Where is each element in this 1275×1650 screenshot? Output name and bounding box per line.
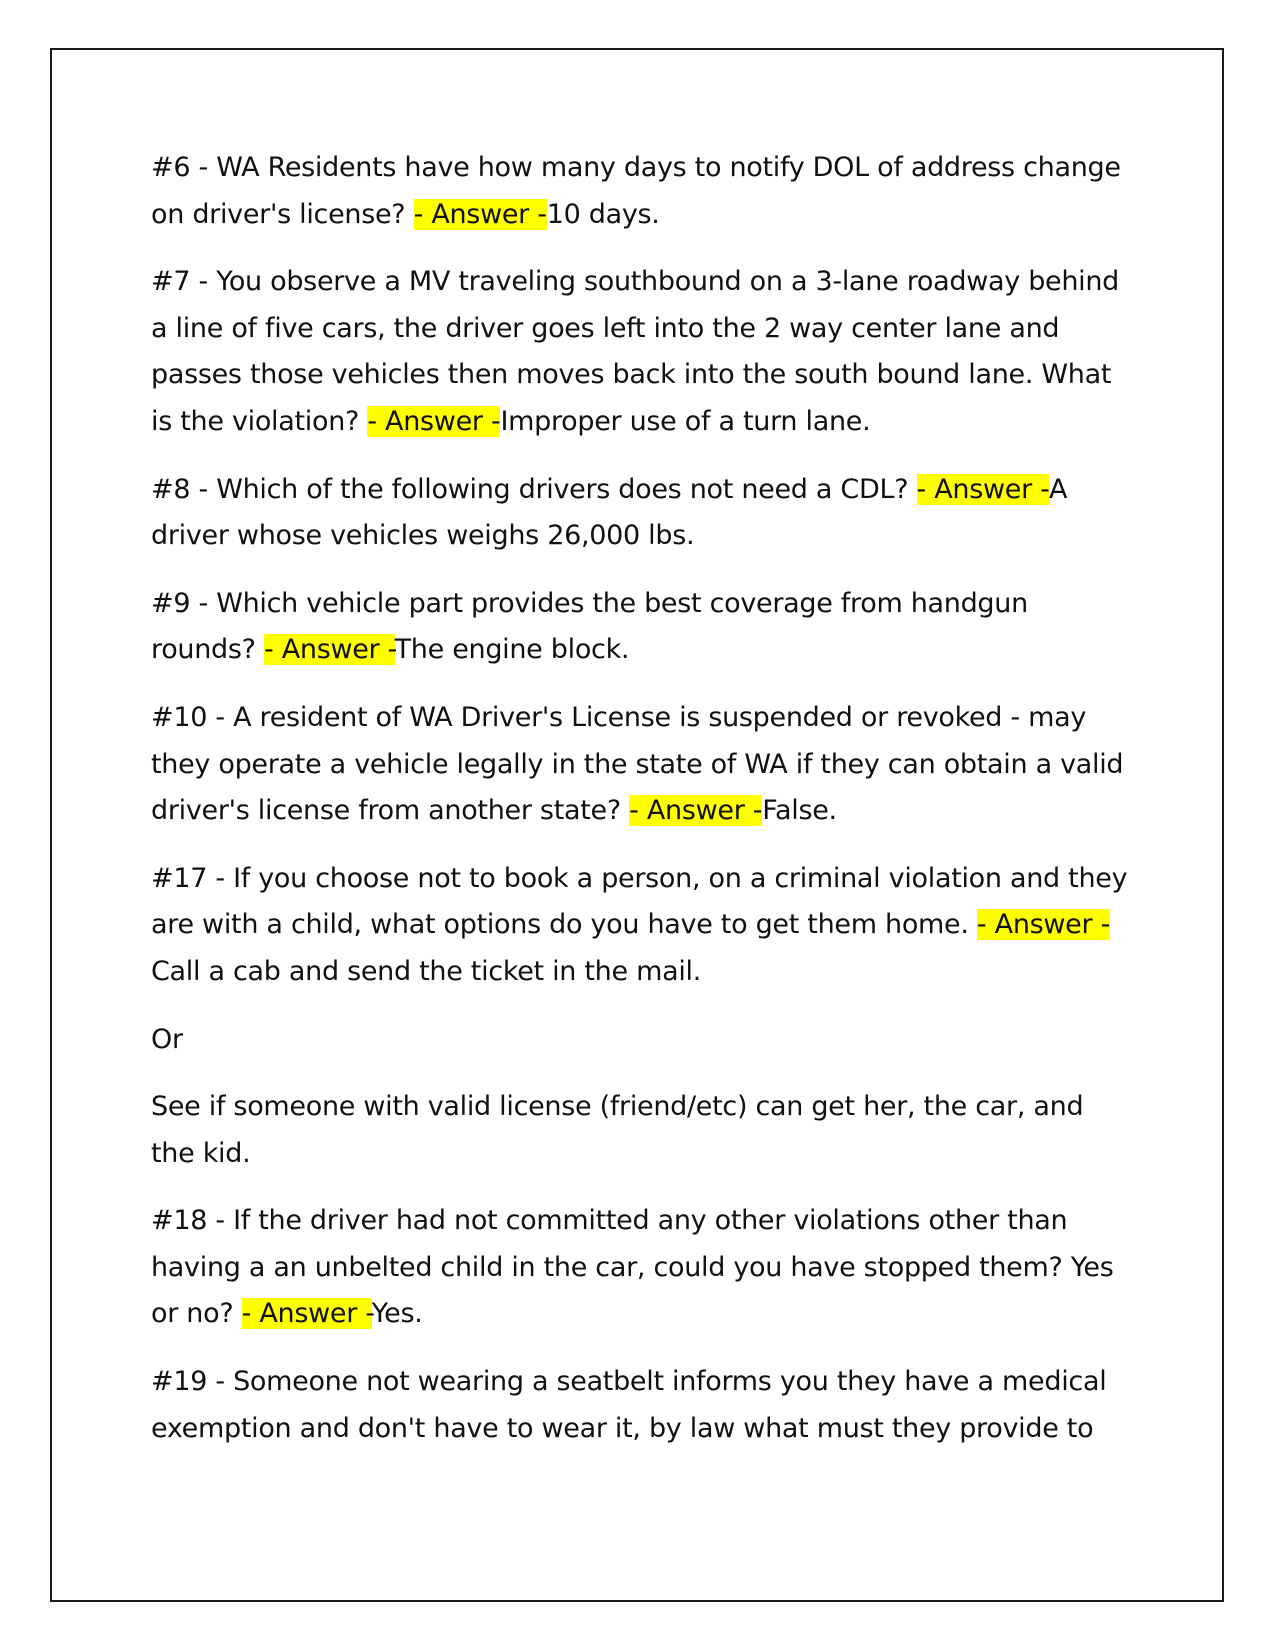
alternate-answer: See if someone with valid license (friend/etc) can get her, the car, and the kid.	[151, 1091, 1084, 1169]
question-text: #9 - Which vehicle part provides the best coverage from handgun rounds?	[151, 587, 1028, 666]
document-body	[151, 145, 1131, 1473]
or-separator: Or	[151, 1023, 183, 1055]
question-text: #7 - You observe a MV traveling southbound on a 3-lane roadway behind a line of five cars, the driver goes left into the 2 way center lane and passes those vehicles then moves back into the south bound lane. What is the violation?	[151, 266, 1120, 437]
question-text: #6 - WA Residents have how many days to notify DOL of address change on driver's license?	[151, 152, 1121, 230]
question-text: #17 - If you choose not to book a person, on a criminal violation and they are with a child, what options do you have to get them home.	[151, 862, 1128, 941]
answer-marker: - Answer -	[629, 795, 763, 827]
qa-item-8	[151, 467, 1131, 560]
answer-text: 10 days.	[546, 198, 660, 230]
question-text: #8 - Which of the following drivers does not need a CDL?	[151, 473, 917, 505]
answer-text: Improper use of a turn lane.	[500, 405, 871, 437]
qa-item-18	[151, 1198, 1131, 1338]
answer-marker: - Answer -	[367, 405, 501, 437]
question-text: #18 - If the driver had not committed any other violations other than having a an unbelted child in the car, could you have stopped them? Yes or no?	[151, 1205, 1114, 1330]
answer-marker: - Answer -	[241, 1298, 372, 1330]
answer-text: A driver whose vehicles weighs 26,000 lbs.	[151, 473, 1068, 552]
question-text: #10 - A resident of WA Driver's License is suspended or revoked - may they operate a vehicle legally in the state of WA if they can obtain a valid driver's license from another state?	[151, 701, 1124, 827]
qa-item-17	[151, 856, 1131, 996]
answer-text: The engine block.	[394, 634, 630, 666]
qa-item-7	[151, 259, 1131, 445]
answer-marker: - Answer -	[413, 198, 547, 230]
qa-item-9	[151, 581, 1131, 674]
qa-item-6	[151, 145, 1131, 238]
answer-text: False.	[762, 795, 837, 827]
answer-marker: - Answer -	[916, 473, 1050, 505]
answer-marker: - Answer -	[976, 909, 1111, 941]
answer-text: Call a cab and send the ticket in the mail.	[151, 955, 702, 987]
qa-item-19-partial: #19 - Someone not wearing a seatbelt informs you they have a medical exemption and don't have to wear it, by law what must they provide to	[151, 1366, 1107, 1444]
answer-marker: - Answer -	[263, 634, 395, 666]
qa-item-10	[151, 695, 1131, 835]
answer-text: Yes.	[371, 1298, 423, 1330]
